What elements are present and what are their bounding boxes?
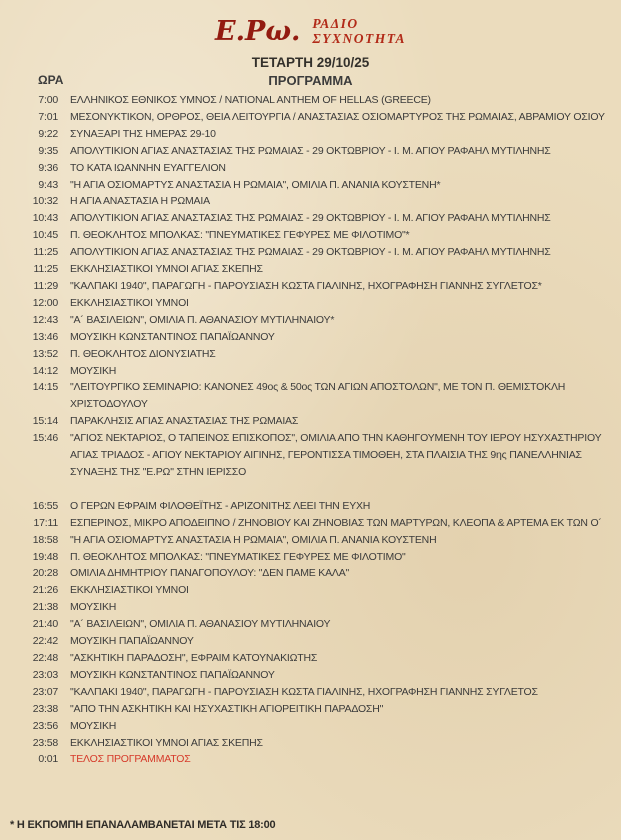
table-row <box>10 177 611 194</box>
row-time: 11:25 <box>33 246 58 259</box>
row-program-text: ΜΟΥΣΙΚΗ ΚΩΝΣΤΑΝΤΙΝΟΣ ΠΑΠΑΪΩΑΝΝΟΥ <box>70 330 275 343</box>
row-program-text: Π. ΘΕΟΚΛΗΤΟΣ ΔΙΟΝΥΣΙΑΤΗΣ <box>70 347 216 360</box>
row-program-text: "Η ΑΓΙΑ ΟΣΙΟΜΑΡΤΥΣ ΑΝΑΣΤΑΣΙΑ Η ΡΩΜΑΙΑ", ΟΜΙΛΙΑ Π. ΑΝΑΝΙΑ ΚΟΥΣΤΕΝΗ <box>70 533 437 546</box>
station-name-line2: ΣΥΧΝΟΤΗΤΑ <box>312 31 406 46</box>
row-program-text: "ΑΣΚΗΤΙΚΗ ΠΑΡΑΔΟΣΗ", ΕΦΡΑΙΜ ΚΑΤΟΥΝΑΚΙΩΤΗΣ <box>70 652 318 664</box>
row-time: 14:12 <box>32 364 58 377</box>
row-time: 11:29 <box>33 279 58 292</box>
row-program-text: ΜΟΥΣΙΚΗ <box>70 601 117 614</box>
table-row <box>10 515 611 532</box>
station-logo <box>10 8 611 54</box>
table-row <box>10 143 611 160</box>
row-time: 15:14 <box>32 415 58 428</box>
row-program-text: ΕΚΚΛΗΣΙΑΣΤΙΚΟΙ ΥΜΝΟΙ <box>70 296 189 309</box>
row-program-text: ΕΚΚΛΗΣΙΑΣΤΙΚΟΙ ΥΜΝΟΙ <box>70 584 189 597</box>
row-time: 7:00 <box>38 94 58 106</box>
row-program-text: ΜΟΥΣΙΚΗ <box>70 364 117 377</box>
row-program-text: "ΚΑΛΠΑΚΙ 1940", ΠΑΡΑΓΩΓΗ - ΠΑΡΟΥΣΙΑΣΗ ΚΩΣΤΑ ΓΙΑΛΙΝΗΣ, ΗΧΟΓΡΑΦΗΣΗ ΓΙΑΝΝΗΣ ΣΥΓΛΕΤΟΣ <box>70 685 538 698</box>
table-row <box>10 735 611 752</box>
row-time: 10:43 <box>32 212 58 225</box>
row-program-text: ΤΟ ΚΑΤΑ ΙΩΑΝΝΗΝ ΕΥΑΓΓΕΛΙΟΝ <box>70 161 226 174</box>
row-time: 18:58 <box>32 533 58 546</box>
row-program-text: ΤΕΛΟΣ ΠΡΟΓΡΑΜΜΑΤΟΣ <box>70 753 191 766</box>
table-row <box>10 549 611 566</box>
table-row <box>10 363 611 380</box>
station-name-line1: ΡΑΔΙΟ <box>312 16 359 31</box>
table-row <box>10 109 611 126</box>
row-program-text: Π. ΘΕΟΚΛΗΤΟΣ ΜΠΟΛΚΑΣ: "ΠΝΕΥΜΑΤΙΚΕΣ ΓΕΦΥΡΕΣ ΜΕ ΦΙΛΟΤΙΜΟ"* <box>70 229 410 242</box>
table-row <box>10 430 611 481</box>
table-row <box>10 92 611 109</box>
row-time: 23:38 <box>32 702 58 715</box>
row-program-text: ΕΣΠΕΡΙΝΟΣ, ΜΙΚΡΟ ΑΠΟΔΕΙΠΝΟ / ΖΗΝΟΒΙΟΥ ΚΑΙ ΖΗΝΟΒΙΑΣ ΤΩΝ ΜΑΡΤΥΡΩΝ, ΚΛΕΟΠΑ & ΑΡΤΕΜΑ ΕΚ ΤΩΝ Ο´ <box>70 516 602 529</box>
page-header <box>10 8 611 90</box>
row-time: 0:01 <box>38 753 58 766</box>
table-row <box>10 498 611 515</box>
row-time: 21:40 <box>32 618 58 631</box>
row-time: 12:00 <box>32 296 58 309</box>
row-program-text: Η ΑΓΙΑ ΑΝΑΣΤΑΣΙΑ Η ΡΩΜΑΙΑ <box>70 195 210 208</box>
row-program-text: "ΑΠΟ ΤΗΝ ΑΣΚΗΤΙΚΗ ΚΑΙ ΗΣΥΧΑΣΤΙΚΗ ΑΓΙΟΡΕΙΤΙΚΗ ΠΑΡΑΔΟΣΗ" <box>70 702 384 715</box>
row-program-text: ΕΚΚΛΗΣΙΑΣΤΙΚΟΙ ΥΜΝΟΙ ΑΓΙΑΣ ΣΚΕΠΗΣ <box>70 736 263 749</box>
table-row <box>10 582 611 599</box>
row-time: 17:11 <box>33 516 58 529</box>
table-row <box>10 193 611 210</box>
row-program-text: "Α´ ΒΑΣΙΛΕΙΩΝ", ΟΜΙΛΙΑ Π. ΑΘΑΝΑΣΙΟΥ ΜΥΤΙΛΗΝΑΙΟΥ <box>70 618 331 631</box>
row-program-text: Ο ΓΕΡΩΝ ΕΦΡΑΙΜ ΦΙΛΟΘΕΪΤΗΣ - ΑΡΙΖΟΝΙΤΗΣ ΛΕΕΙ ΤΗΝ ΕΥΧΗ <box>70 499 371 512</box>
row-time: 21:38 <box>32 601 58 614</box>
row-program-text: ΑΠΟΛΥΤΙΚΙΟΝ ΑΓΙΑΣ ΑΝΑΣΤΑΣΙΑΣ ΤΗΣ ΡΩΜΑΙΑΣ - 29 ΟΚΤΩΒΡΙΟΥ - Ι. Μ. ΑΓΙΟΥ ΡΑΦΑΗΛ ΜΥΤΙΛΗΝΗΣ <box>70 246 551 259</box>
row-time: 13:52 <box>32 347 58 360</box>
table-row <box>10 295 611 312</box>
repeat-footnote: * Η ΕΚΠΟΜΠΗ ΕΠΑΝΑΛΑΜΒΑΝΕΤΑΙ ΜΕΤΑ ΤΙΣ 18:00 <box>10 819 276 831</box>
time-column-header: ΩΡΑ <box>38 73 64 87</box>
station-name <box>312 16 406 46</box>
table-row <box>10 227 611 244</box>
row-time: 16:55 <box>32 499 58 512</box>
row-time: 21:26 <box>32 584 58 597</box>
table-row <box>10 413 611 430</box>
table-row <box>10 244 611 261</box>
program-date: ΤΕΤΑΡΤΗ 29/10/25 <box>251 55 370 70</box>
row-program-text: ΣΥΝΑΞΑΡΙ ΤΗΣ ΗΜΕΡΑΣ 29-10 <box>70 127 216 140</box>
row-time: 10:32 <box>32 195 58 208</box>
row-program-text: ΑΠΟΛΥΤΙΚΙΟΝ ΑΓΙΑΣ ΑΝΑΣΤΑΣΙΑΣ ΤΗΣ ΡΩΜΑΙΑΣ - 29 ΟΚΤΩΒΡΙΟΥ - Ι. Μ. ΑΓΙΟΥ ΡΑΦΑΗΛ ΜΥΤΙΛΗΝΗΣ <box>70 144 551 157</box>
row-program-text: ΟΜΙΛΙΑ ΔΗΜΗΤΡΙΟΥ ΠΑΝΑΓΟΠΟΥΛΟΥ: "ΔΕΝ ΠΑΜΕ ΚΑΛΑ" <box>70 567 350 580</box>
row-time: 19:48 <box>32 550 58 563</box>
table-row <box>10 599 611 616</box>
table-row <box>10 312 611 329</box>
row-program-text: ΑΠΟΛΥΤΙΚΙΟΝ ΑΓΙΑΣ ΑΝΑΣΤΑΣΙΑΣ ΤΗΣ ΡΩΜΑΙΑΣ - 29 ΟΚΤΩΒΡΙΟΥ - Ι. Μ. ΑΓΙΟΥ ΡΑΦΑΗΛ ΜΥΤΙΛΗΝΗΣ <box>70 212 551 225</box>
row-time: 23:56 <box>32 719 58 732</box>
table-row <box>10 532 611 549</box>
table-row <box>10 329 611 346</box>
row-program-text: "ΚΑΛΠΑΚΙ 1940", ΠΑΡΑΓΩΓΗ - ΠΑΡΟΥΣΙΑΣΗ ΚΩΣΤΑ ΓΙΑΛΙΝΗΣ, ΗΧΟΓΡΑΦΗΣΗ ΓΙΑΝΝΗΣ ΣΥΓΛΕΤΟΣ* <box>70 279 542 292</box>
row-program-text: ΕΛΛΗΝΙΚΟΣ ΕΘΝΙΚΟΣ ΥΜΝΟΣ / NATIONAL ANTHEM OF HELLAS (GREECE) <box>70 94 431 106</box>
row-program-text: "ΛΕΙΤΟΥΡΓΙΚΟ ΣΕΜΙΝΑΡΙΟ: ΚΑΝΟΝΕΣ 49ος & 50ος ΤΩΝ ΑΓΙΩΝ ΑΠΟΣΤΟΛΩΝ", ΜΕ ΤΟΝ Π. ΘΕΜΙΣΤΟΚΛΗ ΧΡΙΣΤΟΔΟΥΛΟΥ <box>70 381 566 411</box>
station-logo-script: Ε.Ρω. <box>215 15 301 47</box>
table-row <box>10 379 611 413</box>
row-program-text: ΕΚΚΛΗΣΙΑΣΤΙΚΟΙ ΥΜΝΟΙ ΑΓΙΑΣ ΣΚΕΠΗΣ <box>70 263 263 276</box>
table-row <box>10 718 611 735</box>
row-time: 22:48 <box>32 652 58 664</box>
row-time: 23:03 <box>32 668 58 681</box>
table-row <box>10 346 611 363</box>
row-program-text: ΜΟΥΣΙΚΗ ΠΑΠΑΪΩΑΝΝΟΥ <box>70 635 194 648</box>
row-time: 12:43 <box>32 313 58 326</box>
table-row <box>10 616 611 633</box>
table-row <box>10 633 611 650</box>
table-row <box>10 667 611 684</box>
row-time: 13:46 <box>32 330 58 343</box>
row-time: 9:43 <box>38 178 58 191</box>
table-row <box>10 701 611 718</box>
row-program-text: "Η ΑΓΙΑ ΟΣΙΟΜΑΡΤΥΣ ΑΝΑΣΤΑΣΙΑ Η ΡΩΜΑΙΑ", ΟΜΙΛΙΑ Π. ΑΝΑΝΙΑ ΚΟΥΣΤΕΝΗ* <box>70 178 441 191</box>
row-program-text: "Α´ ΒΑΣΙΛΕΙΩΝ", ΟΜΙΛΙΑ Π. ΑΘΑΝΑΣΙΟΥ ΜΥΤΙΛΗΝΑΙΟΥ* <box>70 313 335 326</box>
row-program-text: "ΑΓΙΟΣ ΝΕΚΤΑΡΙΟΣ, Ο ΤΑΠΕΙΝΟΣ ΕΠΙΣΚΟΠΟΣ", ΟΜΙΛΙΑ ΑΠΟ ΤΗΝ ΚΑΘΗΓΟΥΜΕΝΗ ΤΟΥ ΙΕΡΟΥ ΗΣΥΧΑΣΤΗΡΙΟΥ ΑΓΙΑΣ ΤΡΙΑΔΟΣ - ΑΓΙΟΥ ΝΕΚΤΑΡΙΟΥ ΑΙΓΙΝΗΣ, ΓΕΡΟΝΤΙΣΣΑ ΤΙΜΟΘΕΗ, ΣΤΑ ΠΛΑΙΣΙΑ ΤΗΣ 9ης ΠΑΝΕΛΛΗΝΙΑΣ ΣΥΝΑΞΗΣ ΤΗΣ "Ε.ΡΩ" ΣΤΗΝ ΙΕΡΙΣΣΟ <box>70 432 602 478</box>
table-row <box>10 261 611 278</box>
table-row <box>10 650 611 667</box>
table-row <box>10 210 611 227</box>
row-time: 9:35 <box>38 144 58 157</box>
row-time: 10:45 <box>32 229 58 242</box>
row-program-text: ΜΕΣΟΝΥΚΤΙΚΟΝ, ΟΡΘΡΟΣ, ΘΕΙΑ ΛΕΙΤΟΥΡΓΙΑ / ΑΝΑΣΤΑΣΙΑΣ ΟΣΙΟΜΑΡΤΥΡΟΣ ΤΗΣ ΡΩΜΑΙΑΣ, ΑΒΡΑΜΙΟΥ ΟΣΙΟΥ <box>70 110 605 123</box>
program-column-header: ΠΡΟΓΡΑΜΜΑ <box>268 73 353 88</box>
row-time: 23:07 <box>32 685 58 698</box>
program-rows <box>10 92 611 768</box>
row-program-text: ΠΑΡΑΚΛΗΣΙΣ ΑΓΙΑΣ ΑΝΑΣΤΑΣΙΑΣ ΤΗΣ ΡΩΜΑΙΑΣ <box>70 415 299 428</box>
row-time: 9:36 <box>38 161 58 174</box>
column-headers <box>10 73 611 90</box>
table-row <box>10 278 611 295</box>
table-row <box>10 126 611 143</box>
row-program-text: ΜΟΥΣΙΚΗ <box>70 719 117 732</box>
row-time: 20:28 <box>32 567 58 580</box>
row-time: 23:58 <box>32 736 58 749</box>
row-time: 15:46 <box>32 432 58 445</box>
row-time: 22:42 <box>32 635 58 648</box>
table-row <box>10 684 611 701</box>
table-row <box>10 160 611 177</box>
row-program-text: ΜΟΥΣΙΚΗ ΚΩΝΣΤΑΝΤΙΝΟΣ ΠΑΠΑΪΩΑΝΝΟΥ <box>70 668 275 681</box>
row-time: 9:22 <box>38 127 58 140</box>
row-time: 14:15 <box>32 381 58 394</box>
table-row <box>10 565 611 582</box>
row-time: 7:01 <box>38 110 58 123</box>
table-row <box>10 751 611 768</box>
row-time: 11:25 <box>33 263 58 276</box>
row-program-text: Π. ΘΕΟΚΛΗΤΟΣ ΜΠΟΛΚΑΣ: "ΠΝΕΥΜΑΤΙΚΕΣ ΓΕΦΥΡΕΣ ΜΕ ΦΙΛΟΤΙΜΟ" <box>70 550 406 563</box>
